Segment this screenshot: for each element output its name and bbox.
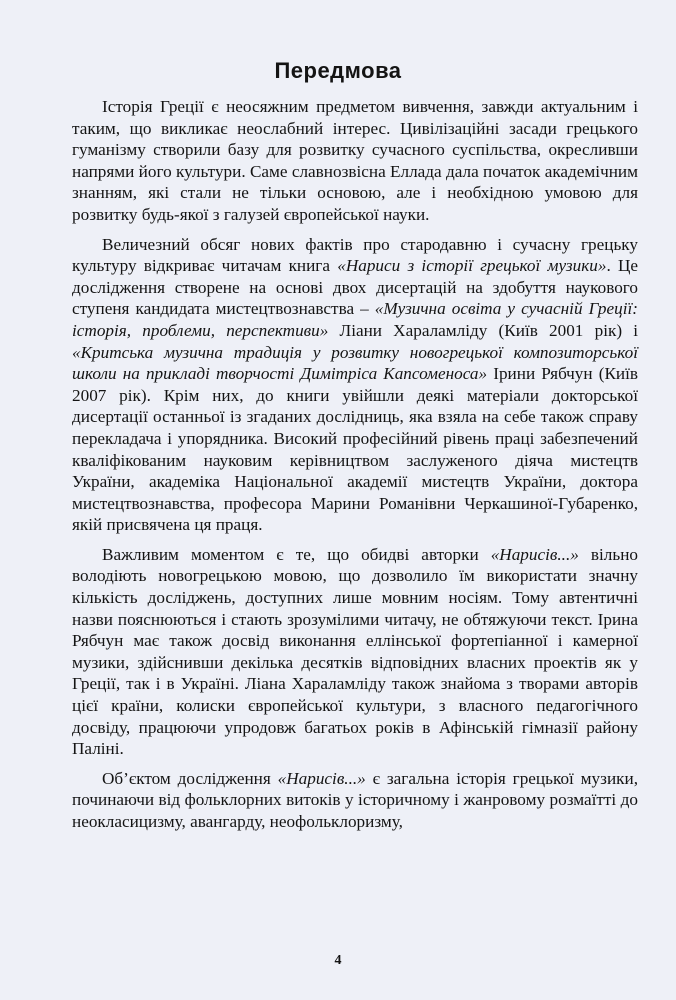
text-run: є загальна історія грецької музики, починаючи від фольклорних витоків у історичному і жанровому розмаїтті до неокласицизму, авангарду, неофольклоризму, xyxy=(72,768,638,831)
text-run: . Це дослідження створене на основі двох дисертацій на здобуття наукового ступеня кандидата мистецтвознавства – xyxy=(72,256,639,319)
paragraph xyxy=(72,544,638,760)
page-title: Передмова xyxy=(274,58,402,83)
italic-text-run: «Нарисів...» xyxy=(277,768,366,788)
text-run: вільно володіють новогрецькою мовою, що дозволило їм використати значну кількість досліджень, доступних лише мовним носіям. Тому автентичні назви пояснюються і стають зрозумілими читачу, не обтяжуючи текст. Ірина Рябчун має також досвід виконання еллінської фортепіанної і камерної музики, здійснивши декілька десятків відповідних власних проектів як у Греції, так і в Україні. Ліана Хараламліду також знайома з творами авторів цієї країни, колиски європейської культури, з власного педагогічного досвіду, працюючи упродовж багатьох років в Афінській гімназії району Паліні. xyxy=(72,544,638,759)
paragraph xyxy=(72,768,638,833)
page-number: 4 xyxy=(334,953,342,968)
italic-text-run: «Критська музична традиція у розвитку новогрецької композиторської школи на прикладі творчості Димітріса Капсоменоса» xyxy=(72,342,638,384)
body-text xyxy=(72,96,638,833)
text-run: Об’єктом дослідження xyxy=(102,768,278,788)
text-run: Історія Греції є неосяжним предметом вивчення, завжди актуальним і таким, що викликає неослабний інтерес. Цивілізаційні засади грецького гуманізму створили базу для розвитку сучасного суспільства, окресливши напрями його культури. Саме славнозвісна Еллада дала початок академічним знанням, які стали не тільки основою, але і необхідною умовою для розвитку будь-якої з галузей європейської науки. xyxy=(72,97,638,224)
text-run: Величезний обсяг нових фактів про стародавню і сучасну грецьку культуру відкриває читачам книга xyxy=(72,234,638,276)
text-run: Важливим моментом є те, що обидві авторки xyxy=(102,544,491,564)
italic-text-run: «Нарисів...» xyxy=(490,544,579,564)
paragraph xyxy=(72,234,638,536)
italic-text-run: «Нариси з історії грецької музики» xyxy=(337,256,607,276)
text-run: Ліани Хараламліду (Київ 2001 рік) і xyxy=(328,320,639,340)
paragraph xyxy=(72,96,638,226)
italic-text-run: «Музична освіта у сучасній Греції: історія, проблеми, перспективи» xyxy=(72,299,638,340)
text-run: Ірини Рябчун (Київ 2007 рік). Крім них, до книги увійшли деякі матеріали докторської дисертації останньої із згаданих дослідниць, яка взяла на себе також справу перекладача і упорядника. Високий професійний рівень праці забезпечений кваліфікованим науковим керівництвом заслуженого діяча мистецтв України, академіка Національної академії мистецтв України, доктора мистецтвознавства, професора Марини Романівни Черкашиної-Губаренко, якій присвячена ця праця. xyxy=(72,364,638,535)
